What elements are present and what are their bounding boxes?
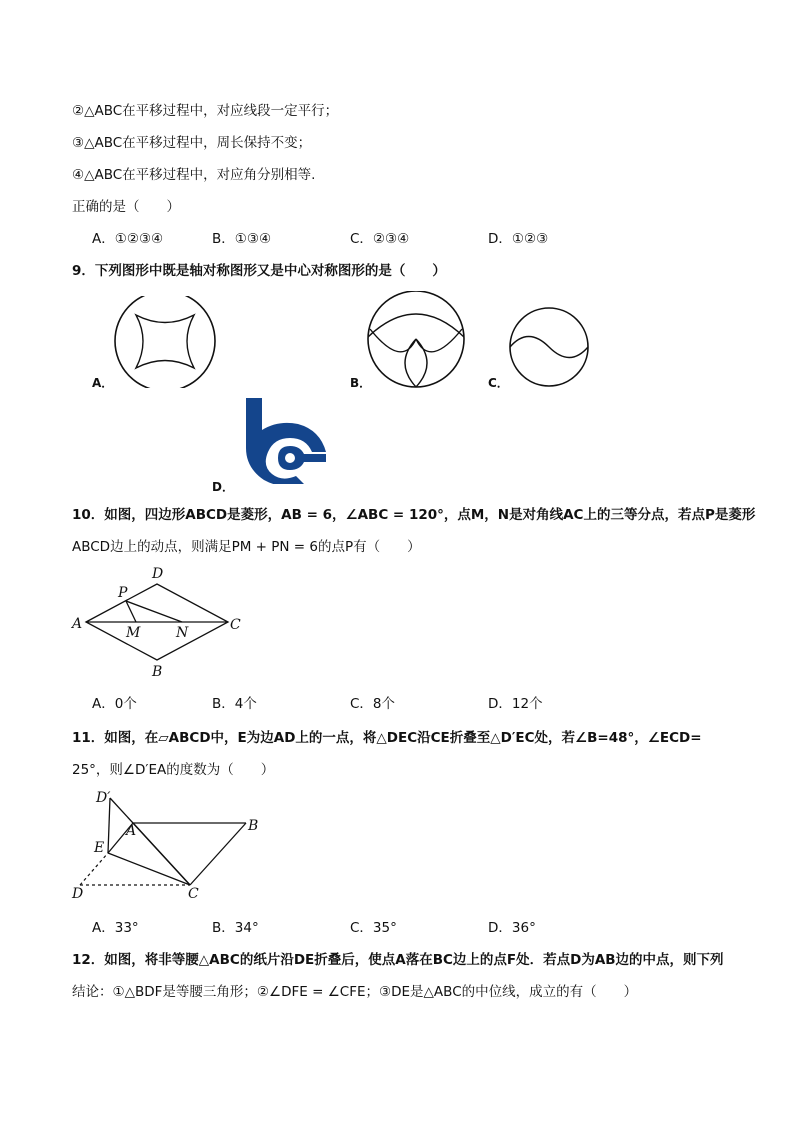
point-a-label: A: [72, 616, 83, 632]
q8-statement-4: ④△ABC在平移过程中，对应角分别相等.: [72, 167, 316, 183]
q10-option-b: B．4个: [212, 696, 257, 712]
point-d-label: D: [72, 886, 84, 902]
q10-stem-line2: ABCD边上的动点，则满足PM + PN = 6的点P有（ ）: [72, 539, 421, 555]
q9-stem: 9．下列图形中既是轴对称图形又是中心对称图形的是（ ）: [72, 263, 446, 279]
point-p-label: P: [118, 585, 128, 601]
rhombus-diagram: [70, 562, 250, 680]
q8-statement-3: ③△ABC在平移过程中，周长保持不变；: [72, 135, 312, 151]
q11-option-a: A．33°: [92, 920, 139, 936]
q11-option-d: D．36°: [488, 920, 536, 936]
q10-option-d: D．12个: [488, 696, 543, 712]
q8-option-a: A．①②③④: [92, 231, 164, 247]
q8-option-b: B．①③④: [212, 231, 272, 247]
q9-label-a: A．: [92, 376, 114, 390]
point-a-label: A: [126, 823, 137, 839]
q8-option-c: C．②③④: [350, 231, 410, 247]
q11-option-b: B．34°: [212, 920, 259, 936]
q10-option-a: A．0个: [92, 696, 137, 712]
q11-stem-line1: 11．如图，在▱ABCD中，E为边AD上的一点，将△DEC沿CE折叠至△D′EC处，若∠B=48°，∠ECD=: [72, 730, 702, 746]
circle-curved-square-figure: [112, 296, 218, 388]
point-n-label: N: [176, 625, 189, 641]
yin-yang-curve-figure: [506, 306, 592, 388]
q8-prompt: 正确的是（ ）: [72, 199, 180, 215]
q8-statement-2: ②△ABC在平移过程中，对应线段一定平行；: [72, 103, 339, 119]
bank-logo-figure: [242, 396, 328, 484]
q9-label-d: D．: [212, 480, 234, 494]
point-d-label: D: [152, 566, 164, 582]
q9-label-b: B．: [350, 376, 372, 390]
q9-label-c: C．: [488, 376, 509, 390]
point-m-label: M: [126, 625, 141, 641]
point-c-label: C: [188, 886, 199, 902]
q12-stem-line1: 12．如图，将非等腰△ABC的纸片沿DE折叠后，使点A落在BC边上的点F处．若点D为AB边的中点，则下列: [72, 952, 724, 968]
point-d-prime-label: D′: [96, 790, 111, 806]
point-b-label: B: [248, 818, 259, 834]
q10-option-c: C．8个: [350, 696, 396, 712]
parallelogram-fold-diagram: [70, 786, 270, 904]
q8-option-d: D．①②③: [488, 231, 549, 247]
point-b-label: B: [152, 664, 163, 680]
point-c-label: C: [230, 617, 241, 633]
circle-three-arcs-figure: [366, 291, 466, 391]
point-e-label: E: [94, 840, 105, 856]
q10-stem-line1: 10．如图，四边形ABCD是菱形，AB = 6，∠ABC = 120°，点M，N是对角线AC上的三等分点，若点P是菱形: [72, 507, 756, 523]
q11-option-c: C．35°: [350, 920, 397, 936]
q12-stem-line2: 结论：①△BDF是等腰三角形；②∠DFE = ∠CFE；③DE是△ABC的中位线，成立的有（ ）: [72, 984, 638, 1000]
q11-stem-line2: 25°，则∠D′EA的度数为（ ）: [72, 762, 275, 778]
